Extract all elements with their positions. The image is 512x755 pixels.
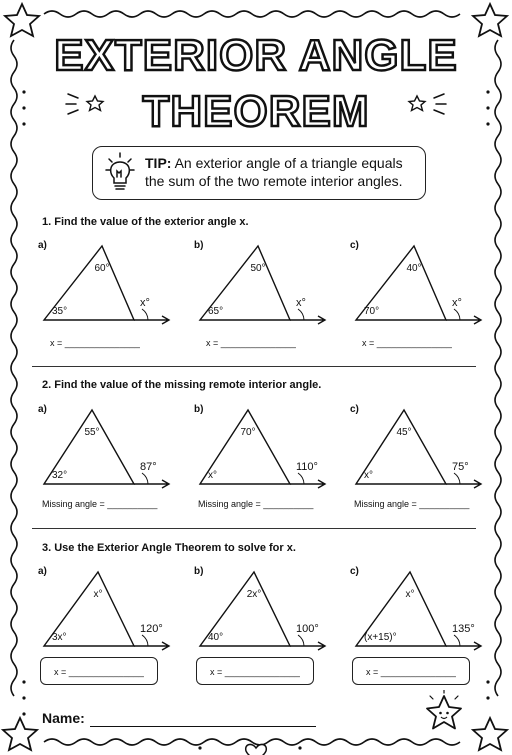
name-label: Name: — [42, 710, 85, 726]
angle-label-top: 40° — [406, 263, 422, 274]
worksheet-title — [0, 0, 512, 140]
angle-label-top: 70° — [240, 427, 256, 438]
problem-letter: c) — [350, 240, 359, 251]
extension-arrow — [290, 316, 325, 324]
name-line — [90, 726, 316, 727]
extension-arrow — [134, 480, 169, 488]
tip-box — [92, 146, 426, 200]
answer-line[interactable]: x = _______________ — [50, 338, 140, 348]
angle-label-left: 70° — [364, 306, 380, 317]
angle-label-ext: 87° — [140, 461, 157, 473]
divider — [32, 528, 476, 529]
heart-icon — [246, 744, 267, 755]
angle-label-top: x° — [93, 589, 103, 600]
angle-label-ext: 75° — [452, 461, 469, 473]
extension-arrow — [134, 642, 169, 650]
angle-label-ext: x° — [452, 297, 462, 309]
triangle-figure — [348, 240, 488, 330]
angle-label-ext: 110° — [296, 461, 318, 473]
extension-arrow — [446, 316, 481, 324]
smiling-star-icon — [420, 690, 468, 738]
exterior-angle-arc — [142, 473, 148, 484]
answer-line[interactable]: x = _______________ — [362, 338, 452, 348]
triangle-figure — [348, 404, 488, 494]
lightbulb-icon — [105, 151, 135, 195]
star-icon — [3, 718, 37, 750]
angle-label-top: 55° — [84, 427, 100, 438]
star-icon — [87, 96, 103, 111]
angle-label-left: 32° — [52, 470, 68, 481]
tip-text — [145, 154, 420, 190]
triangle-figure — [192, 566, 332, 656]
title-line1: EXTERIOR ANGLE — [54, 31, 458, 80]
exterior-angle-arc — [298, 635, 304, 646]
triangle-figure — [348, 566, 488, 656]
extension-arrow — [446, 642, 481, 650]
angle-label-ext: x° — [296, 297, 306, 309]
problem-letter: c) — [350, 566, 359, 577]
exterior-angle-arc — [454, 309, 460, 320]
extension-arrow — [290, 642, 325, 650]
angle-label-left: (x+15)° — [364, 632, 397, 643]
triangle-figure — [36, 566, 176, 656]
answer-box[interactable] — [40, 657, 158, 685]
extension-arrow — [446, 480, 481, 488]
angle-label-top: 2x° — [246, 589, 262, 600]
angle-label-ext: 135° — [452, 623, 475, 635]
title-line2: THEOREM — [142, 87, 370, 136]
angle-label-top: 45° — [396, 427, 412, 438]
answer-text: x = _______________ — [366, 667, 456, 677]
angle-label-top: x° — [405, 589, 415, 600]
exterior-angle-arc — [298, 309, 304, 320]
extension-arrow — [290, 480, 325, 488]
angle-label-left: 40° — [208, 632, 224, 643]
problem-letter: a) — [38, 404, 47, 415]
answer-text: x = _______________ — [54, 667, 144, 677]
triangle-figure — [36, 404, 176, 494]
section-3-heading: 3. Use the Exterior Angle Theorem to solve for x. — [42, 542, 296, 554]
answer-line[interactable]: Missing angle = __________ — [42, 499, 158, 509]
star-icon — [409, 96, 425, 111]
extension-arrow — [134, 316, 169, 324]
angle-label-ext: 120° — [140, 623, 163, 635]
answer-text: x = _______________ — [210, 667, 300, 677]
problem-letter: b) — [194, 566, 204, 577]
triangle-figure — [192, 240, 332, 330]
answer-box[interactable] — [352, 657, 470, 685]
angle-label-left: x° — [208, 470, 217, 481]
section-1-heading: 1. Find the value of the exterior angle x. — [42, 216, 249, 228]
angle-label-top: 60° — [94, 263, 110, 274]
angle-label-left: 3x° — [52, 632, 67, 643]
exterior-angle-arc — [142, 309, 148, 320]
tip-label: TIP: — [145, 155, 172, 171]
angle-label-left: 35° — [52, 306, 68, 317]
triangle-figure — [36, 240, 176, 330]
star-icon — [473, 718, 507, 750]
triangle-figure — [192, 404, 332, 494]
problem-letter: c) — [350, 404, 359, 415]
section-2-heading: 2. Find the value of the missing remote interior angle. — [42, 379, 322, 391]
angle-label-ext: 100° — [296, 623, 319, 635]
exterior-angle-arc — [142, 635, 148, 646]
problem-letter: a) — [38, 240, 47, 251]
name-field[interactable] — [42, 710, 85, 726]
problem-letter: a) — [38, 566, 47, 577]
angle-label-top: 50° — [250, 263, 266, 274]
answer-line[interactable]: x = _______________ — [206, 338, 296, 348]
problem-letter: b) — [194, 240, 204, 251]
exterior-angle-arc — [454, 473, 460, 484]
answer-line[interactable]: Missing angle = __________ — [354, 499, 470, 509]
problem-letter: b) — [194, 404, 204, 415]
angle-label-left: 65° — [208, 306, 224, 317]
answer-box[interactable] — [196, 657, 314, 685]
angle-label-left: x° — [364, 470, 373, 481]
exterior-angle-arc — [454, 635, 460, 646]
tip-body: An exterior angle of a triangle equals the sum of the two remote interior angles. — [145, 155, 403, 189]
angle-label-ext: x° — [140, 297, 150, 309]
answer-line[interactable]: Missing angle = __________ — [198, 499, 314, 509]
exterior-angle-arc — [298, 473, 304, 484]
divider — [32, 366, 476, 367]
